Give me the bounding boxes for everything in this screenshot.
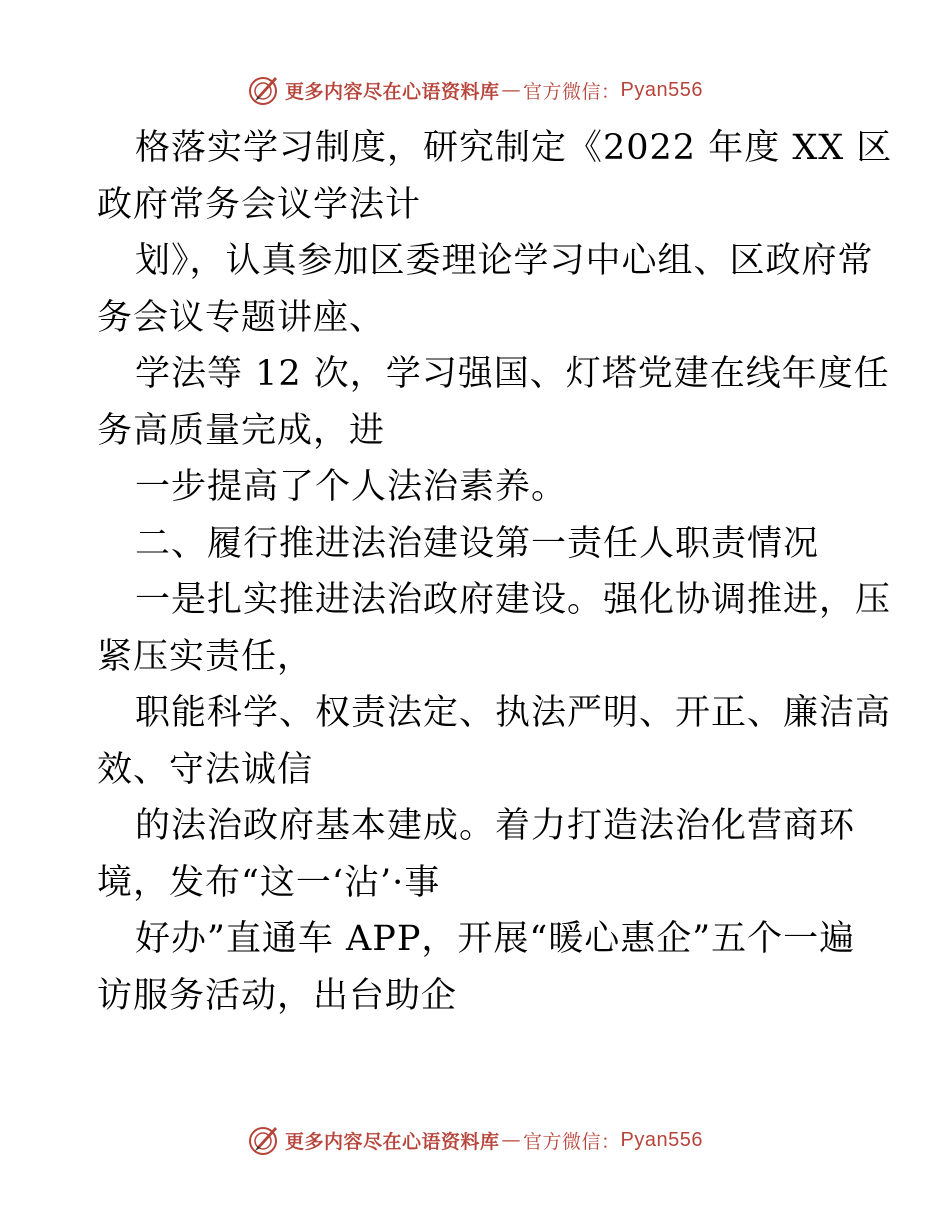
watermark-wechat-id: Pyan556 — [620, 1128, 703, 1151]
body-line: 一是扎实推进法治政府建设。强化协调推进，压 — [135, 580, 892, 620]
body-line: 紧压实责任， — [97, 636, 314, 677]
footer-watermark — [0, 1120, 950, 1160]
watermark-wechat-id: Pyan556 — [620, 78, 703, 101]
section-heading: 二、履行推进法治建设第一责任人职责情况 — [135, 523, 820, 564]
watermark-dash: — — [501, 1129, 522, 1151]
body-line: 境，发布“这一‘沾’·事 — [97, 862, 441, 903]
watermark-official-label: 官方微信： — [523, 80, 621, 103]
watermark-main-text: 更多内容尽在心语资料库 — [285, 80, 500, 103]
document-body — [97, 120, 893, 1024]
quill-pen-seal-icon — [247, 73, 281, 107]
body-line: 访服务活动，出台助企 — [97, 975, 458, 1016]
body-line: 好办”直通车 APP，开展“暖心惠企”五个一遍 — [135, 919, 856, 959]
body-line: 一步提高了个人法治素养。 — [135, 467, 568, 507]
body-line: 效、守法诚信 — [97, 749, 314, 790]
body-line: 务会议专题讲座、 — [97, 297, 386, 338]
body-line: 职能科学、权责法定、执法严明、开正、廉洁高 — [135, 693, 892, 733]
body-line: 学法等 12 次，学习强国、灯塔党建在线年度任 — [135, 354, 890, 394]
body-line: 划》，认真参加区委理论学习中心组、区政府常 — [135, 241, 874, 281]
body-line: 政府常务会议学法计 — [97, 184, 422, 225]
header-watermark — [0, 70, 950, 110]
body-line: 的法治政府基本建成。着力打造法治化营商环 — [135, 806, 856, 846]
body-line: 格落实学习制度，研究制定《2022 年度 XX 区 — [135, 128, 893, 168]
watermark-dash: — — [501, 79, 522, 101]
watermark-official-label: 官方微信： — [523, 1130, 621, 1153]
quill-pen-seal-icon — [247, 1123, 281, 1157]
watermark-main-text: 更多内容尽在心语资料库 — [285, 1130, 500, 1153]
body-line: 务高质量完成，进 — [97, 410, 386, 451]
